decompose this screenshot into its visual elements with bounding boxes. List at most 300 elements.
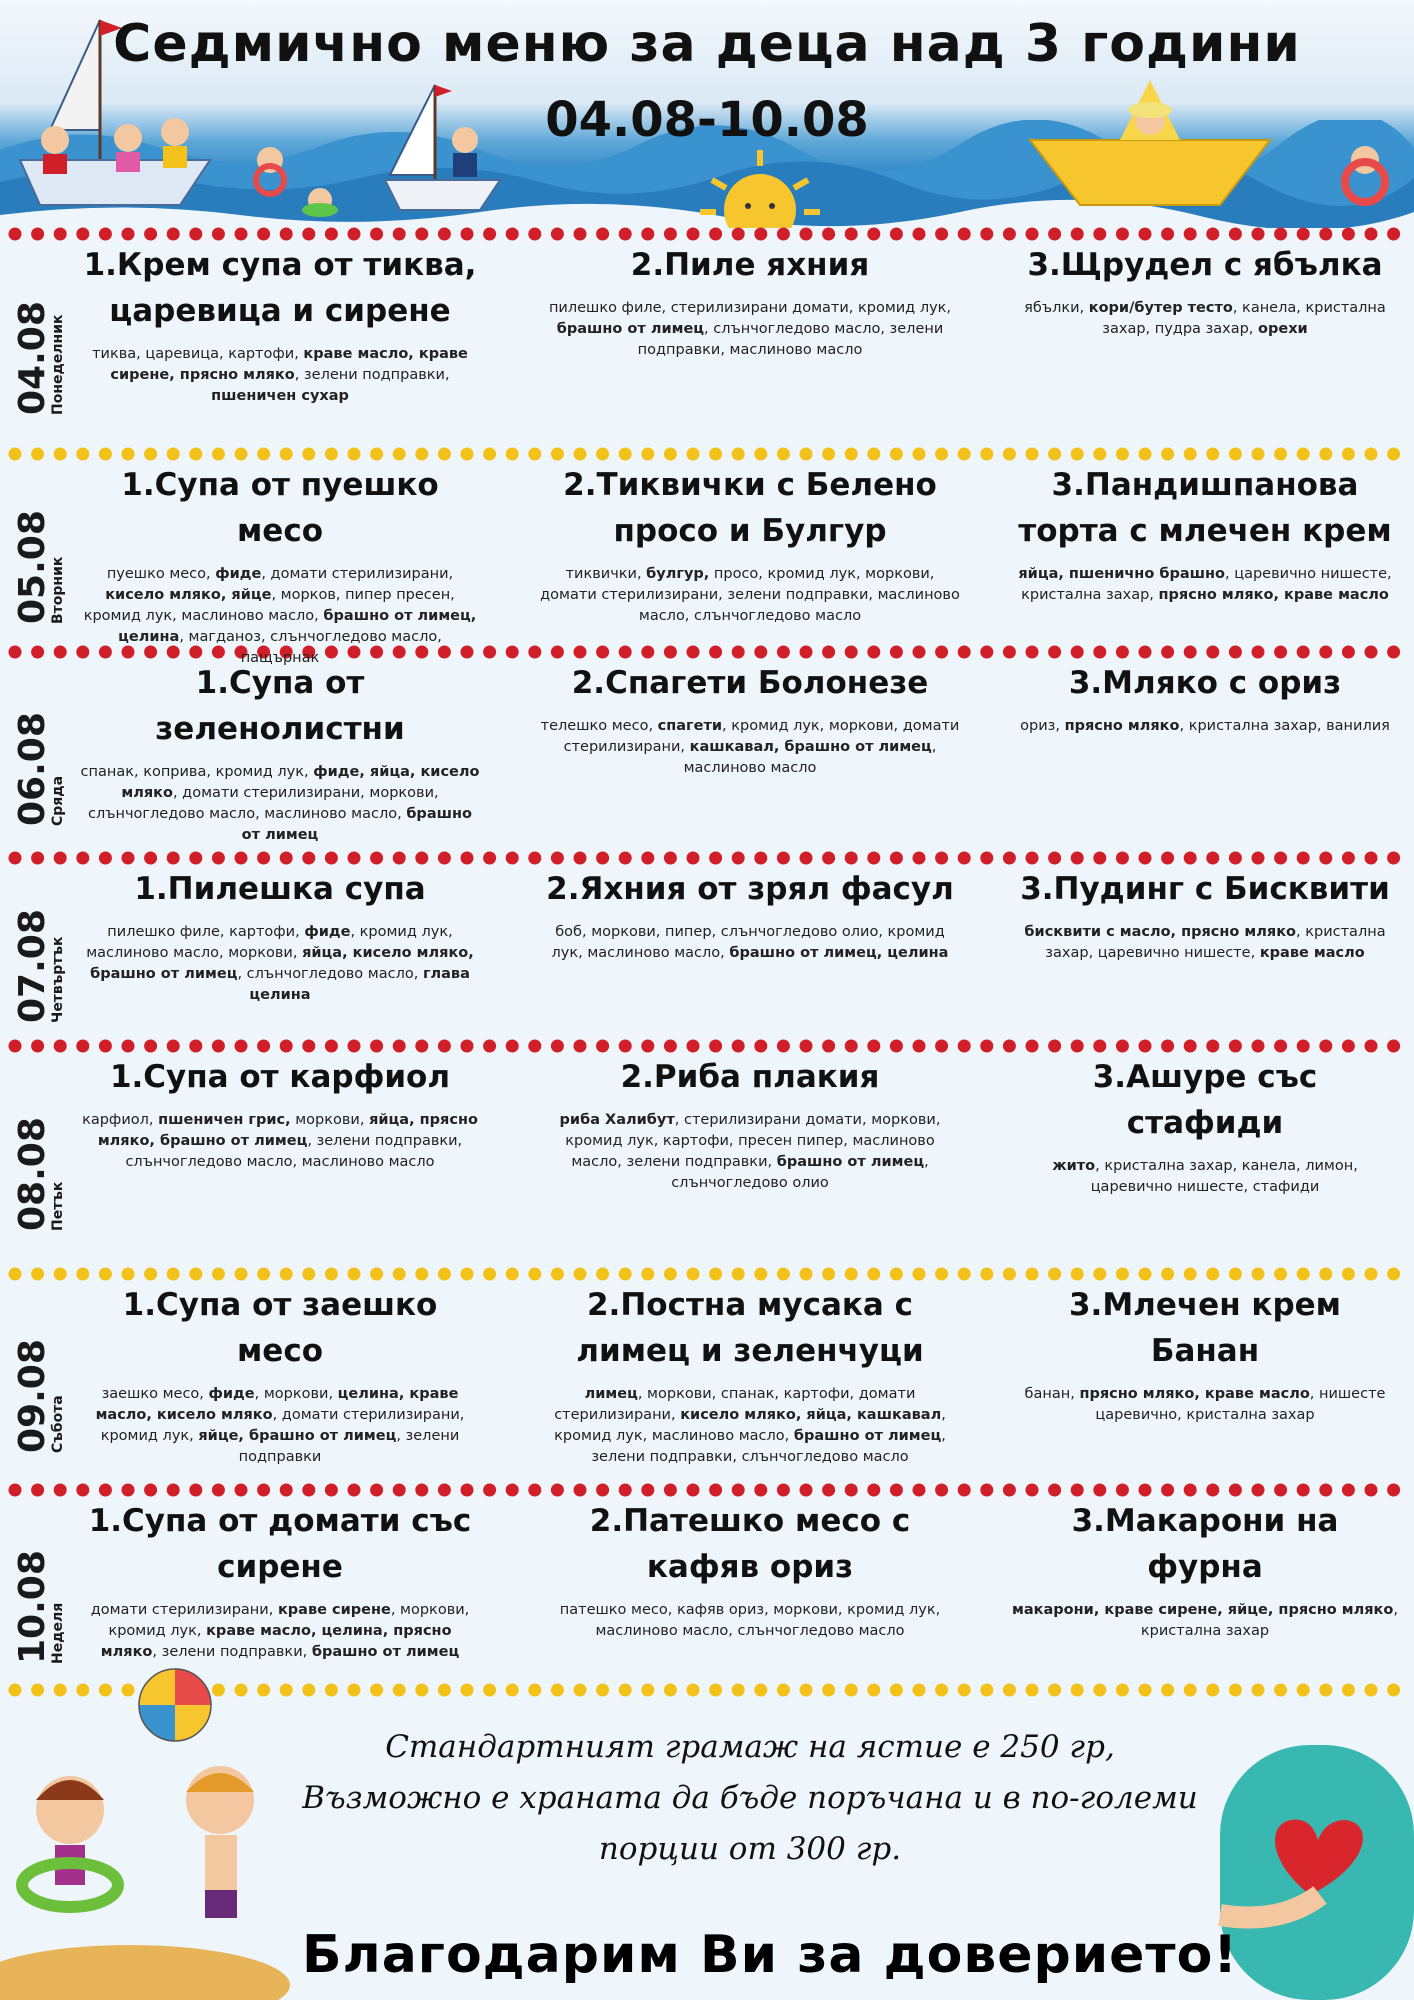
divider-dot	[415, 448, 428, 461]
divider-dot	[596, 1040, 609, 1053]
divider-dot	[980, 1040, 993, 1053]
divider-dot	[9, 852, 22, 865]
divider-dot	[348, 1484, 361, 1497]
divider-dot	[325, 228, 338, 241]
dish-ingredients	[1010, 922, 1400, 964]
dish-course-3	[1010, 242, 1400, 340]
divider-dot	[506, 228, 519, 241]
divider-dot	[325, 1484, 338, 1497]
allergen-ingredient: кисело мляко, яйце	[105, 587, 272, 603]
divider-dot	[167, 448, 180, 461]
divider-dot	[913, 1040, 926, 1053]
divider-dot	[189, 1040, 202, 1053]
divider-dot	[370, 1484, 383, 1497]
divider-dot	[664, 646, 677, 659]
divider-dot	[1206, 228, 1219, 241]
divider-dot	[325, 852, 338, 865]
divider-dot	[76, 448, 89, 461]
divider-dot	[1365, 852, 1378, 865]
dish-course-1	[80, 1498, 480, 1663]
divider-dot	[1093, 646, 1106, 659]
ingredient-text: , стерилизирани домати, моркови, кромид лук, картофи, пресен пипер, маслиново масло, зелени подправки,	[565, 1112, 941, 1170]
divider-dot	[1116, 646, 1129, 659]
divider-dot	[415, 1684, 428, 1697]
divider-dot	[1161, 228, 1174, 241]
divider-dot	[1365, 228, 1378, 241]
divider-dot	[1071, 1684, 1084, 1697]
divider-dot	[551, 1684, 564, 1697]
divider-dot	[302, 1484, 315, 1497]
allergen-ingredient: краве масло	[1259, 945, 1365, 961]
dotted-divider	[8, 851, 1406, 865]
divider-dot	[913, 1684, 926, 1697]
dish-title: 3.Ашуре със стафиди	[1092, 1059, 1318, 1141]
divider-dot	[574, 852, 587, 865]
allergen-ingredient: краве масло, целина, прясно мляко	[100, 1623, 452, 1660]
divider-dot	[1071, 1268, 1084, 1281]
dish-course-3	[1010, 1054, 1400, 1198]
divider-dot	[461, 228, 474, 241]
divider-dot	[890, 1684, 903, 1697]
divider-dot	[212, 448, 225, 461]
divider-dot	[777, 1484, 790, 1497]
divider-dot	[528, 1484, 541, 1497]
divider-dot	[483, 1040, 496, 1053]
dish-course-2	[540, 242, 960, 361]
divider-dot	[935, 646, 948, 659]
divider-dot	[709, 1040, 722, 1053]
divider-dot	[1319, 448, 1332, 461]
divider-dot	[528, 646, 541, 659]
divider-dot	[235, 1684, 248, 1697]
divider-dot	[31, 1040, 44, 1053]
divider-dot	[709, 228, 722, 241]
divider-dot	[1184, 1484, 1197, 1497]
dotted-divider	[8, 227, 1406, 241]
divider-dot	[1184, 852, 1197, 865]
dish-ingredients	[80, 344, 480, 407]
divider-dot	[1093, 1684, 1106, 1697]
divider-dot	[664, 852, 677, 865]
divider-dot	[280, 852, 293, 865]
divider-dot	[641, 1268, 654, 1281]
divider-dot	[1206, 1684, 1219, 1697]
dish-course-2	[540, 660, 960, 779]
divider-dot	[1048, 1268, 1061, 1281]
divider-dot	[302, 1040, 315, 1053]
divider-dot	[1297, 1268, 1310, 1281]
divider-dot	[370, 1040, 383, 1053]
divider-dot	[483, 1684, 496, 1697]
divider-dot	[1116, 1268, 1129, 1281]
divider-dot	[99, 1040, 112, 1053]
divider-dot	[506, 1268, 519, 1281]
divider-dot	[1342, 1684, 1355, 1697]
divider-dot	[822, 448, 835, 461]
dotted-divider	[8, 1267, 1406, 1281]
divider-dot	[867, 228, 880, 241]
divider-dot	[31, 228, 44, 241]
divider-dot	[1003, 1484, 1016, 1497]
divider-dot	[257, 852, 270, 865]
divider-dot	[574, 1268, 587, 1281]
divider-dot	[935, 448, 948, 461]
allergen-ingredient: прясно мляко, краве масло	[1079, 1386, 1310, 1402]
divider-dot	[1184, 228, 1197, 241]
dotted-divider	[8, 1483, 1406, 1497]
divider-dot	[1365, 1684, 1378, 1697]
divider-dot	[1003, 448, 1016, 461]
divider-dot	[822, 1268, 835, 1281]
divider-dot	[54, 1484, 67, 1497]
divider-dot	[1161, 852, 1174, 865]
divider-dot	[122, 1040, 135, 1053]
day-label	[10, 1498, 66, 1690]
divider-dot	[1229, 646, 1242, 659]
ingredient-text: , зелени подправки,	[152, 1644, 312, 1660]
divider-dot	[438, 228, 451, 241]
dish-course-1	[80, 660, 480, 846]
divider-dot	[54, 448, 67, 461]
ingredient-text: , кристална захар, ванилия	[1179, 718, 1390, 734]
divider-dot	[641, 1484, 654, 1497]
divider-dot	[958, 1484, 971, 1497]
divider-dot	[235, 448, 248, 461]
divider-dot	[1274, 228, 1287, 241]
divider-dot	[980, 448, 993, 461]
dish-ingredients	[540, 564, 960, 627]
divider-dot	[867, 1684, 880, 1697]
day-date: 04.08	[12, 301, 53, 415]
divider-dot	[393, 1040, 406, 1053]
dish-ingredients	[80, 1600, 480, 1663]
ingredient-text: , моркови, спанак, картофи, домати стерилизирани,	[554, 1386, 916, 1423]
divider-dot	[913, 1268, 926, 1281]
divider-dot	[641, 228, 654, 241]
dotted-divider	[8, 447, 1406, 461]
dish-title: 1.Супа от заешко месо	[122, 1287, 438, 1369]
divider-dot	[1252, 1268, 1265, 1281]
divider-dot	[1161, 1040, 1174, 1053]
divider-dot	[800, 1484, 813, 1497]
divider-dot	[596, 1268, 609, 1281]
allergen-ingredient: лимец	[584, 1386, 638, 1402]
divider-dot	[370, 1684, 383, 1697]
divider-dot	[528, 1040, 541, 1053]
divider-dot	[1365, 646, 1378, 659]
divider-dot	[1206, 852, 1219, 865]
divider-dot	[1003, 1268, 1016, 1281]
divider-dot	[664, 1040, 677, 1053]
divider-dot	[777, 1684, 790, 1697]
divider-dot	[461, 852, 474, 865]
allergen-ingredient: жито	[1052, 1158, 1096, 1174]
divider-dot	[732, 1684, 745, 1697]
divider-dot	[461, 1684, 474, 1697]
dish-ingredients	[80, 1384, 480, 1468]
divider-dot	[732, 1484, 745, 1497]
divider-dot	[76, 1040, 89, 1053]
ingredient-text: банан,	[1024, 1386, 1080, 1402]
divider-dot	[551, 1040, 564, 1053]
ingredient-text: телешко месо,	[540, 718, 658, 734]
divider-dot	[189, 852, 202, 865]
divider-dot	[754, 1684, 767, 1697]
ingredient-text: заешко месо,	[101, 1386, 209, 1402]
divider-dot	[551, 1484, 564, 1497]
divider-dot	[167, 1268, 180, 1281]
ingredient-text: , нишесте царевично, кристална захар	[1095, 1386, 1386, 1423]
divider-dot	[1342, 448, 1355, 461]
divider-dot	[280, 228, 293, 241]
divider-dot	[348, 1040, 361, 1053]
ingredient-text: , зелени подправки, слънчогледово масло	[591, 1428, 946, 1465]
dish-title: 3.Макарони на фурна	[1071, 1503, 1339, 1585]
dish-course-2	[540, 462, 960, 627]
divider-dot	[348, 852, 361, 865]
divider-dot	[1319, 646, 1332, 659]
day-date: 05.08	[12, 510, 53, 624]
divider-dot	[1252, 1040, 1265, 1053]
divider-dot	[641, 448, 654, 461]
divider-dot	[438, 1684, 451, 1697]
divider-dot	[1297, 228, 1310, 241]
divider-dot	[1297, 448, 1310, 461]
divider-dot	[1048, 1040, 1061, 1053]
divider-dot	[574, 1684, 587, 1697]
divider-dot	[754, 1040, 767, 1053]
divider-dot	[1319, 1268, 1332, 1281]
divider-dot	[461, 1268, 474, 1281]
divider-dot	[280, 1268, 293, 1281]
ingredient-text: , канела, кристална захар, пудра захар,	[1102, 300, 1386, 337]
divider-dot	[438, 1268, 451, 1281]
divider-dot	[1365, 1484, 1378, 1497]
divider-dot	[54, 1040, 67, 1053]
ingredient-text: , кристална захар, царевично нишесте,	[1045, 924, 1386, 961]
divider-dot	[1161, 646, 1174, 659]
dish-title: 3.Пандишпанова торта с млечен крем	[1018, 467, 1392, 549]
dish-ingredients	[1010, 298, 1400, 340]
ingredient-text: , слънчогледово масло,	[237, 966, 423, 982]
divider-dot	[1387, 646, 1400, 659]
ingredient-text: тиквички,	[565, 566, 647, 582]
divider-dot	[144, 448, 157, 461]
ingredient-text: , зелени подправки, слънчогледово масло, маслиново масло	[125, 1133, 463, 1170]
divider-dot	[1139, 1484, 1152, 1497]
divider-dot	[167, 852, 180, 865]
divider-dot	[664, 1484, 677, 1497]
allergen-ingredient: кори/бутер тесто	[1088, 300, 1233, 316]
dish-course-1	[80, 1054, 480, 1173]
divider-dot	[280, 1484, 293, 1497]
divider-dot	[709, 646, 722, 659]
divider-dot	[99, 1268, 112, 1281]
day-date: 09.08	[12, 1339, 53, 1453]
divider-dot	[167, 1040, 180, 1053]
dish-course-2	[540, 1054, 960, 1194]
divider-dot	[1274, 448, 1287, 461]
divider-dot	[890, 448, 903, 461]
ingredient-text: , маслиново масло	[683, 739, 937, 776]
dish-ingredients	[540, 1384, 960, 1468]
divider-dot	[1206, 646, 1219, 659]
divider-dot	[1003, 852, 1016, 865]
divider-dot	[99, 448, 112, 461]
divider-dot	[1026, 1040, 1039, 1053]
divider-dot	[212, 228, 225, 241]
divider-dot	[302, 228, 315, 241]
divider-dot	[31, 852, 44, 865]
divider-dot	[1071, 1040, 1084, 1053]
divider-dot	[122, 1484, 135, 1497]
divider-dot	[257, 1484, 270, 1497]
divider-dot	[574, 228, 587, 241]
divider-dot	[1139, 1268, 1152, 1281]
divider-dot	[664, 1684, 677, 1697]
divider-dot	[1274, 852, 1287, 865]
divider-dot	[1071, 852, 1084, 865]
divider-dot	[641, 852, 654, 865]
allergen-ingredient: фиде, яйца, кисело мляко	[121, 764, 480, 801]
divider-dot	[1003, 1684, 1016, 1697]
divider-dot	[867, 852, 880, 865]
divider-dot	[619, 448, 632, 461]
divider-dot	[845, 852, 858, 865]
divider-dot	[280, 1684, 293, 1697]
day-weekday: Сряда	[50, 775, 66, 826]
divider-dot	[76, 852, 89, 865]
ingredient-text: ориз,	[1020, 718, 1065, 734]
divider-dot	[1229, 1040, 1242, 1053]
divider-dot	[528, 1684, 541, 1697]
divider-dot	[980, 228, 993, 241]
divider-dot	[980, 1484, 993, 1497]
thank-you-text: Благодарим Ви за доверието!	[301, 1925, 1239, 1985]
divider-dot	[1071, 448, 1084, 461]
divider-dot	[212, 852, 225, 865]
divider-dot	[822, 1684, 835, 1697]
divider-dot	[1252, 1684, 1265, 1697]
divider-dot	[1116, 852, 1129, 865]
ingredient-text: тиква, царевица, картофи,	[92, 346, 304, 362]
dotted-divider	[8, 1039, 1406, 1053]
divider-dot	[958, 1040, 971, 1053]
divider-dot	[732, 852, 745, 865]
divider-dot	[302, 448, 315, 461]
divider-dot	[890, 1268, 903, 1281]
header-banner	[0, 0, 1414, 228]
divider-dot	[393, 852, 406, 865]
divider-dot	[913, 448, 926, 461]
divider-dot	[551, 228, 564, 241]
divider-dot	[551, 852, 564, 865]
divider-dot	[9, 1484, 22, 1497]
divider-dot	[1161, 1268, 1174, 1281]
dotted-divider	[8, 1683, 1406, 1697]
ingredient-text: пуешко месо,	[106, 566, 216, 582]
divider-dot	[348, 228, 361, 241]
divider-dot	[31, 1484, 44, 1497]
dish-title: 1.Пилешка супа	[134, 871, 426, 907]
divider-dot	[687, 1484, 700, 1497]
divider-dot	[1026, 646, 1039, 659]
divider-dot	[619, 1040, 632, 1053]
divider-dot	[845, 1268, 858, 1281]
divider-dot	[1071, 1484, 1084, 1497]
divider-dot	[167, 1484, 180, 1497]
divider-dot	[506, 448, 519, 461]
dish-title: 1.Супа от зеленолистни	[155, 665, 405, 747]
divider-dot	[1229, 1684, 1242, 1697]
dish-course-3	[1010, 1282, 1400, 1426]
divider-dot	[800, 448, 813, 461]
divider-dot	[1252, 1484, 1265, 1497]
divider-dot	[1387, 1484, 1400, 1497]
divider-dot	[54, 852, 67, 865]
allergen-ingredient: прясно мляко, краве масло	[1158, 587, 1389, 603]
allergen-ingredient: орехи	[1258, 321, 1308, 337]
divider-dot	[777, 1268, 790, 1281]
dish-title: 1.Супа от пуешко месо	[121, 467, 439, 549]
dish-title: 2.Спагети Болонезе	[571, 665, 929, 701]
divider-dot	[1048, 852, 1061, 865]
divider-dot	[415, 1040, 428, 1053]
divider-dot	[754, 1268, 767, 1281]
divider-dot	[1387, 1684, 1400, 1697]
day-weekday: Понеделник	[50, 314, 66, 415]
divider-dot	[167, 228, 180, 241]
divider-dot	[867, 1484, 880, 1497]
ingredient-text: , кристална захар, канела, лимон, царевично нишесте, стафиди	[1090, 1158, 1358, 1195]
divider-dot	[1252, 646, 1265, 659]
divider-dot	[596, 1484, 609, 1497]
divider-dot	[235, 852, 248, 865]
ingredient-text: карфиол,	[82, 1112, 159, 1128]
divider-dot	[913, 228, 926, 241]
divider-dot	[1161, 1484, 1174, 1497]
divider-dot	[348, 1684, 361, 1697]
divider-dot	[144, 228, 157, 241]
allergen-ingredient: прясно мляко	[1064, 718, 1180, 734]
allergen-ingredient: целина, краве масло, кисело мляко	[95, 1386, 459, 1423]
divider-dot	[574, 448, 587, 461]
divider-dot	[1093, 1040, 1106, 1053]
dish-course-1	[80, 462, 480, 669]
divider-dot	[76, 1268, 89, 1281]
divider-dot	[1297, 1684, 1310, 1697]
ingredient-text: боб, моркови, пипер, слънчогледово олио, кромид лук, маслиново масло,	[551, 924, 945, 961]
divider-dot	[1342, 852, 1355, 865]
ingredient-text: , слънчогледово олио	[671, 1154, 929, 1191]
divider-dot	[370, 852, 383, 865]
dish-course-3	[1010, 462, 1400, 606]
allergen-ingredient: пшеничен грис,	[158, 1112, 291, 1128]
divider-dot	[325, 1268, 338, 1281]
allergen-ingredient: брашно от лимец, целина	[729, 945, 949, 961]
divider-dot	[1093, 228, 1106, 241]
divider-dot	[867, 448, 880, 461]
divider-dot	[54, 1268, 67, 1281]
divider-dot	[1026, 448, 1039, 461]
divider-dot	[1139, 1040, 1152, 1053]
divider-dot	[596, 448, 609, 461]
ingredient-text: , домати стерилизирани, моркови, слънчогледово масло, маслиново масло,	[88, 785, 439, 822]
dish-course-3	[1010, 1498, 1400, 1642]
divider-dot	[1342, 1268, 1355, 1281]
allergen-ingredient: кисело мляко, яйца, кашкавал	[680, 1407, 942, 1423]
divider-dot	[189, 1268, 202, 1281]
